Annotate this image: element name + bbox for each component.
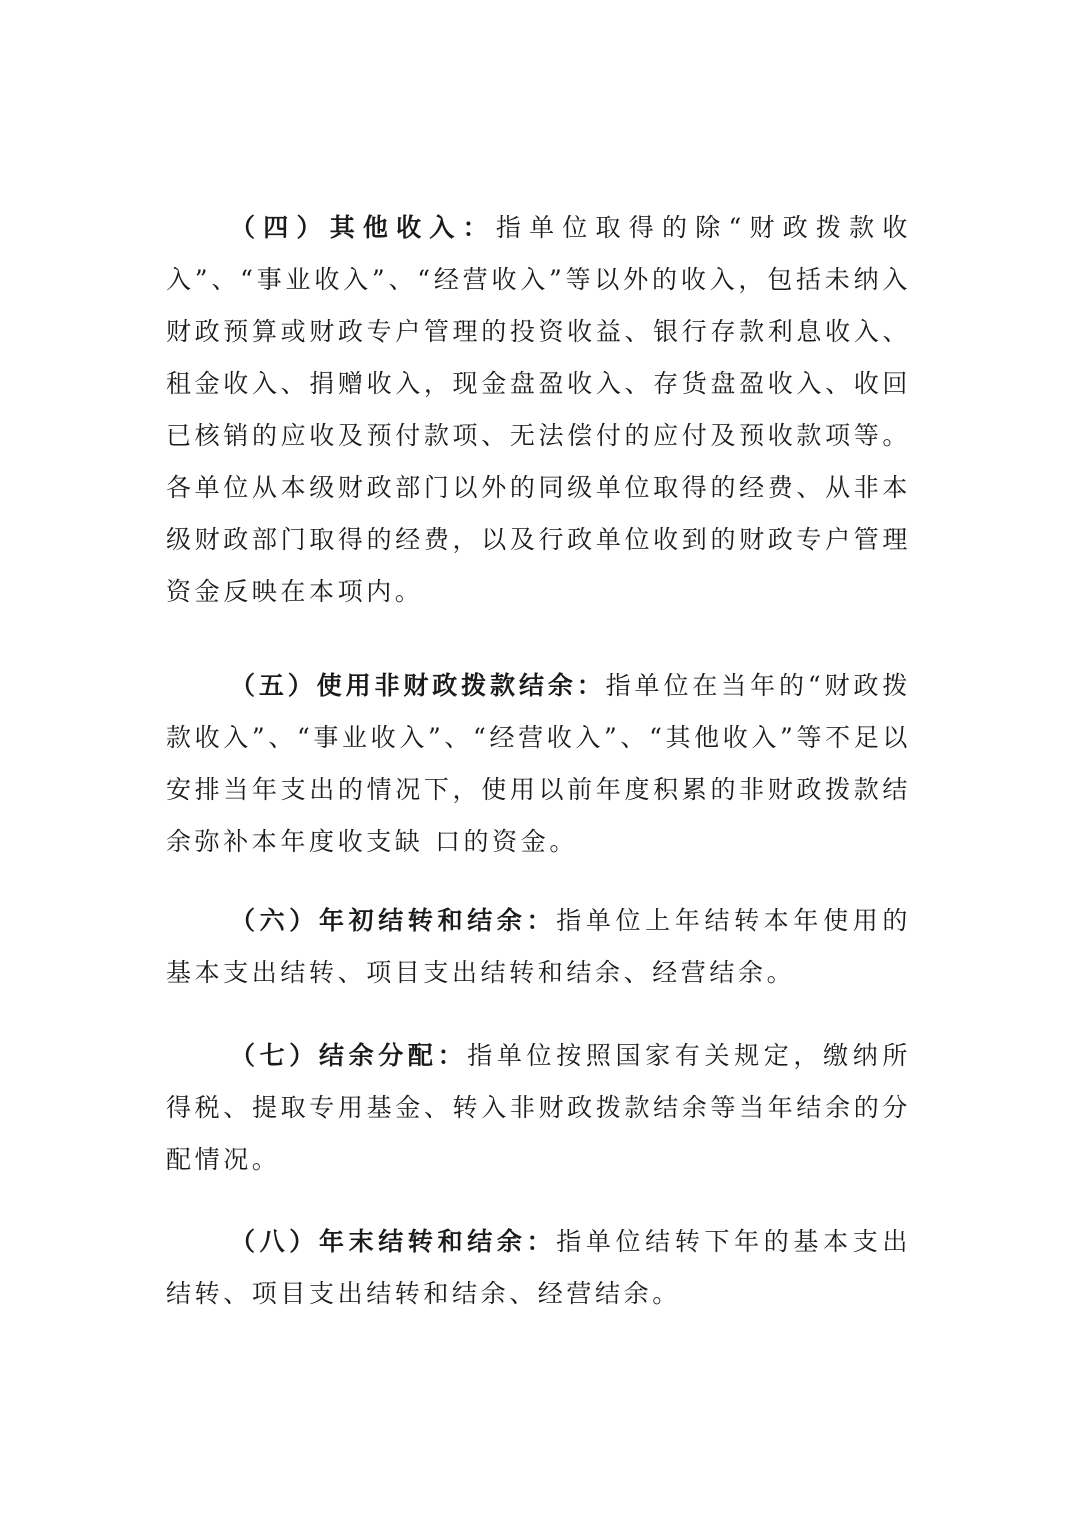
section-heading: （五）使用非财政拨款结余： [230, 671, 606, 700]
section-body: 指单位结转下年的基本支出结转、项目支出结转和结余、经营结余。 [166, 1227, 911, 1308]
section-opening-carryover [166, 895, 911, 999]
section-heading: （四）其他收入： [230, 213, 496, 242]
section-surplus-distribution [166, 1030, 911, 1186]
section-body: 指单位在当年的“财政拨款收入”、“事业收入”、“经营收入”、“其他收入”等不足以安排当年支出的情况下，使用以前年度积累的非财政拨款结余弥补本年度收支缺 口的资金。 [166, 671, 911, 856]
section-body: 指单位按照国家有关规定，缴纳所得税、提取专用基金、转入非财政拨款结余等当年结余的分配情况。 [166, 1041, 911, 1174]
section-body: 指单位取得的除“财政拨款收入”、“事业收入”、“经营收入”等以外的收入，包括未纳入财政预算或财政专户管理的投资收益、银行存款利息收入、租金收入、捐赠收入，现金盘盈收入、存货盘盈收入、收回已核销的应收及预付款项、无法偿付的应付及预收款项等。各单位从本级财政部门以外的同级单位取得的经费、从非本级财政部门取得的经费，以及行政单位收到的财政专户管理资金反映在本项内。 [166, 213, 911, 606]
section-heading: （八）年末结转和结余： [230, 1227, 557, 1256]
section-closing-carryover [166, 1216, 911, 1320]
section-body: 指单位上年结转本年使用的基本支出结转、项目支出结转和结余、经营结余。 [166, 906, 911, 987]
section-heading: （六）年初结转和结余： [230, 906, 557, 935]
section-non-fiscal-surplus-use [166, 660, 911, 868]
section-heading: （七）结余分配： [230, 1041, 468, 1070]
section-other-income [166, 202, 911, 618]
